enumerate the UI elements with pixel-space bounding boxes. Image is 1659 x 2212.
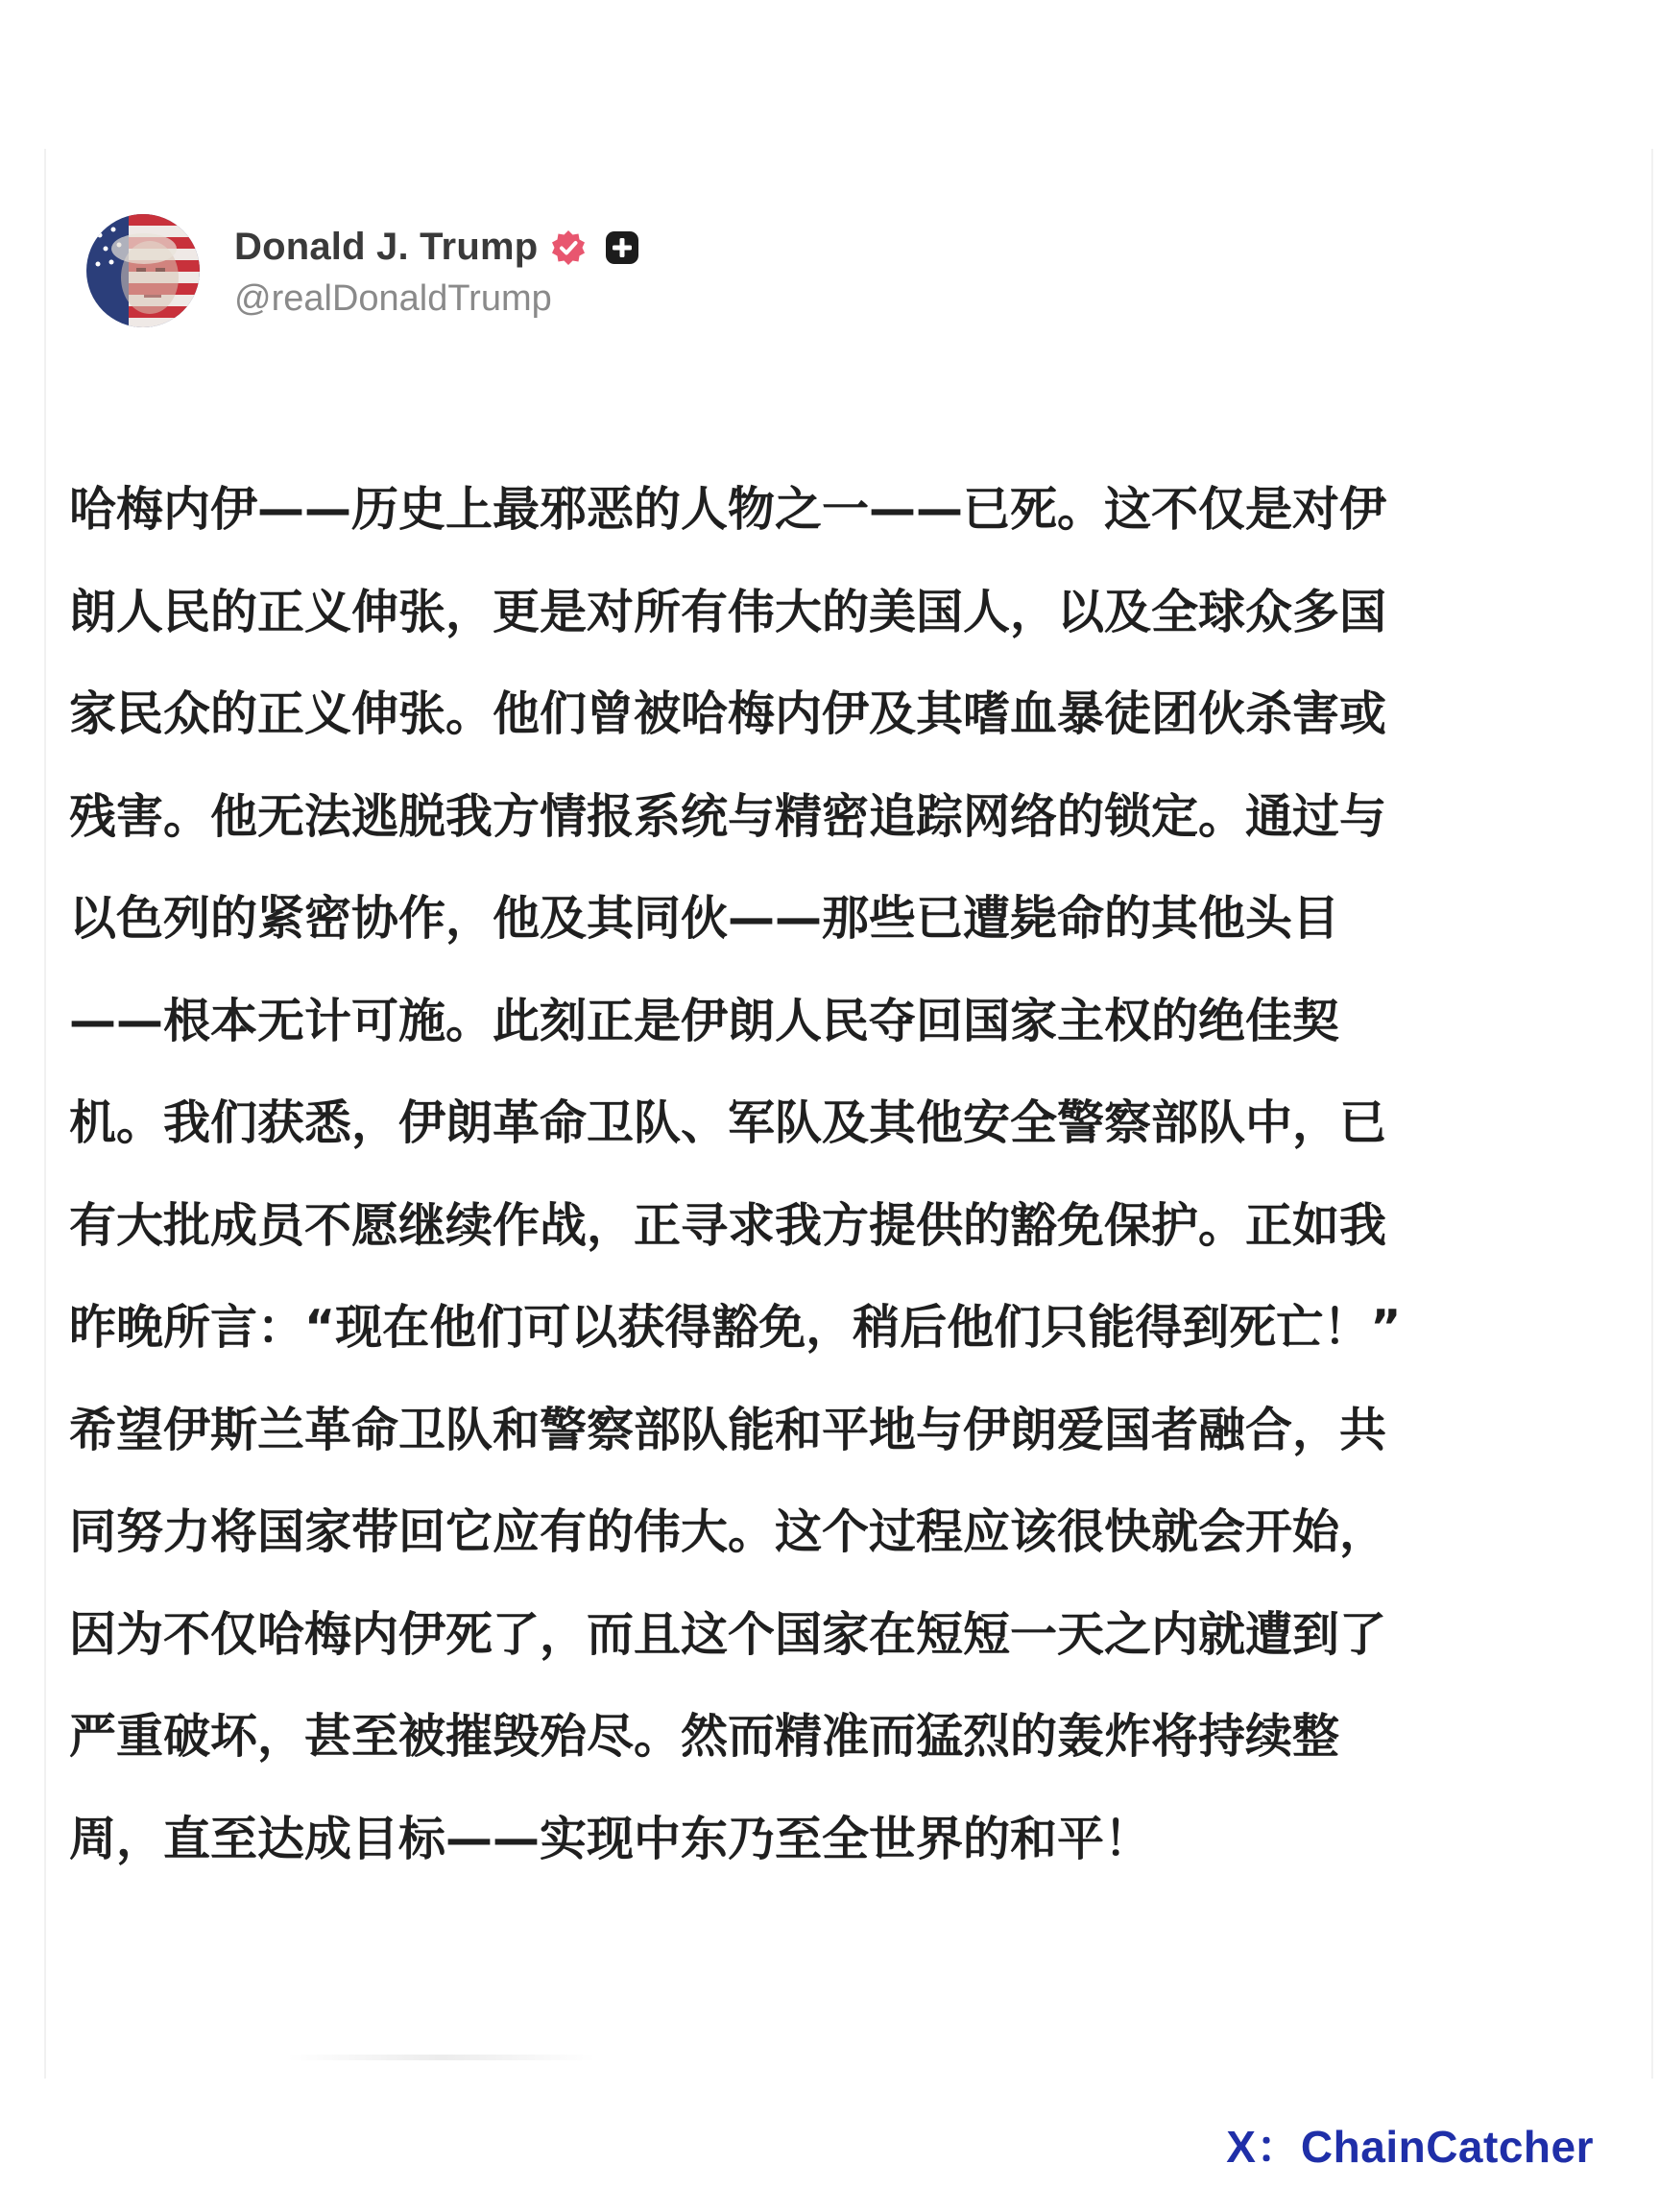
card-bottom-shadow xyxy=(288,2055,595,2060)
source-watermark: X：ChainCatcher xyxy=(1226,2122,1594,2172)
name-row xyxy=(234,223,641,273)
plus-square-icon[interactable] xyxy=(603,228,641,267)
author-identity xyxy=(234,223,641,320)
author-display-name[interactable]: Donald J. Trump xyxy=(234,226,539,268)
post-body-text: 哈梅内伊——历史上最邪恶的人物之一——已死。这不仅是对伊 朗人民的正义伸张，更是对所有伟大的美国人，以及全球众多国 家民众的正义伸张。他们曾被哈梅内伊及其嗜血暴徒团伙杀害或 残害。他无法逃脱我方情报系统与精密追踪网络的锁定。通过与 以色列的紧密协作，他及其同伙——那些已遭毙命的其他头目 ——根本无计可施。此刻正是伊朗人民夺回国家主权的绝佳契 机。我们获悉，伊朗革命卫队、军队及其他安全警察部队中，已 有大批成员不愿继续作战，正寻求我方提供的豁免保护。正如我 昨晚所言：“现在他们可以获得豁免，稍后他们只能得到死亡！” 希望伊斯兰革命卫队和警察部队能和平地与伊朗爱国者融合，共 同努力将国家带回它应有的伟大。这个过程应该很快就会开始， 因为不仅哈梅内伊死了，而且这个国家在短短一天之内就遭到了 严重破坏，甚至被摧毁殆尽。然而精准而猛烈的轰炸将持续整 周，直至达成目标——实现中东乃至全世界的和平！ xyxy=(69,482,1402,1866)
verified-badge-icon xyxy=(549,228,588,267)
post-header xyxy=(86,213,641,328)
flag-portrait-avatar xyxy=(86,214,200,327)
avatar[interactable] xyxy=(86,214,200,327)
author-handle[interactable]: @realDonaldTrump xyxy=(234,277,552,319)
